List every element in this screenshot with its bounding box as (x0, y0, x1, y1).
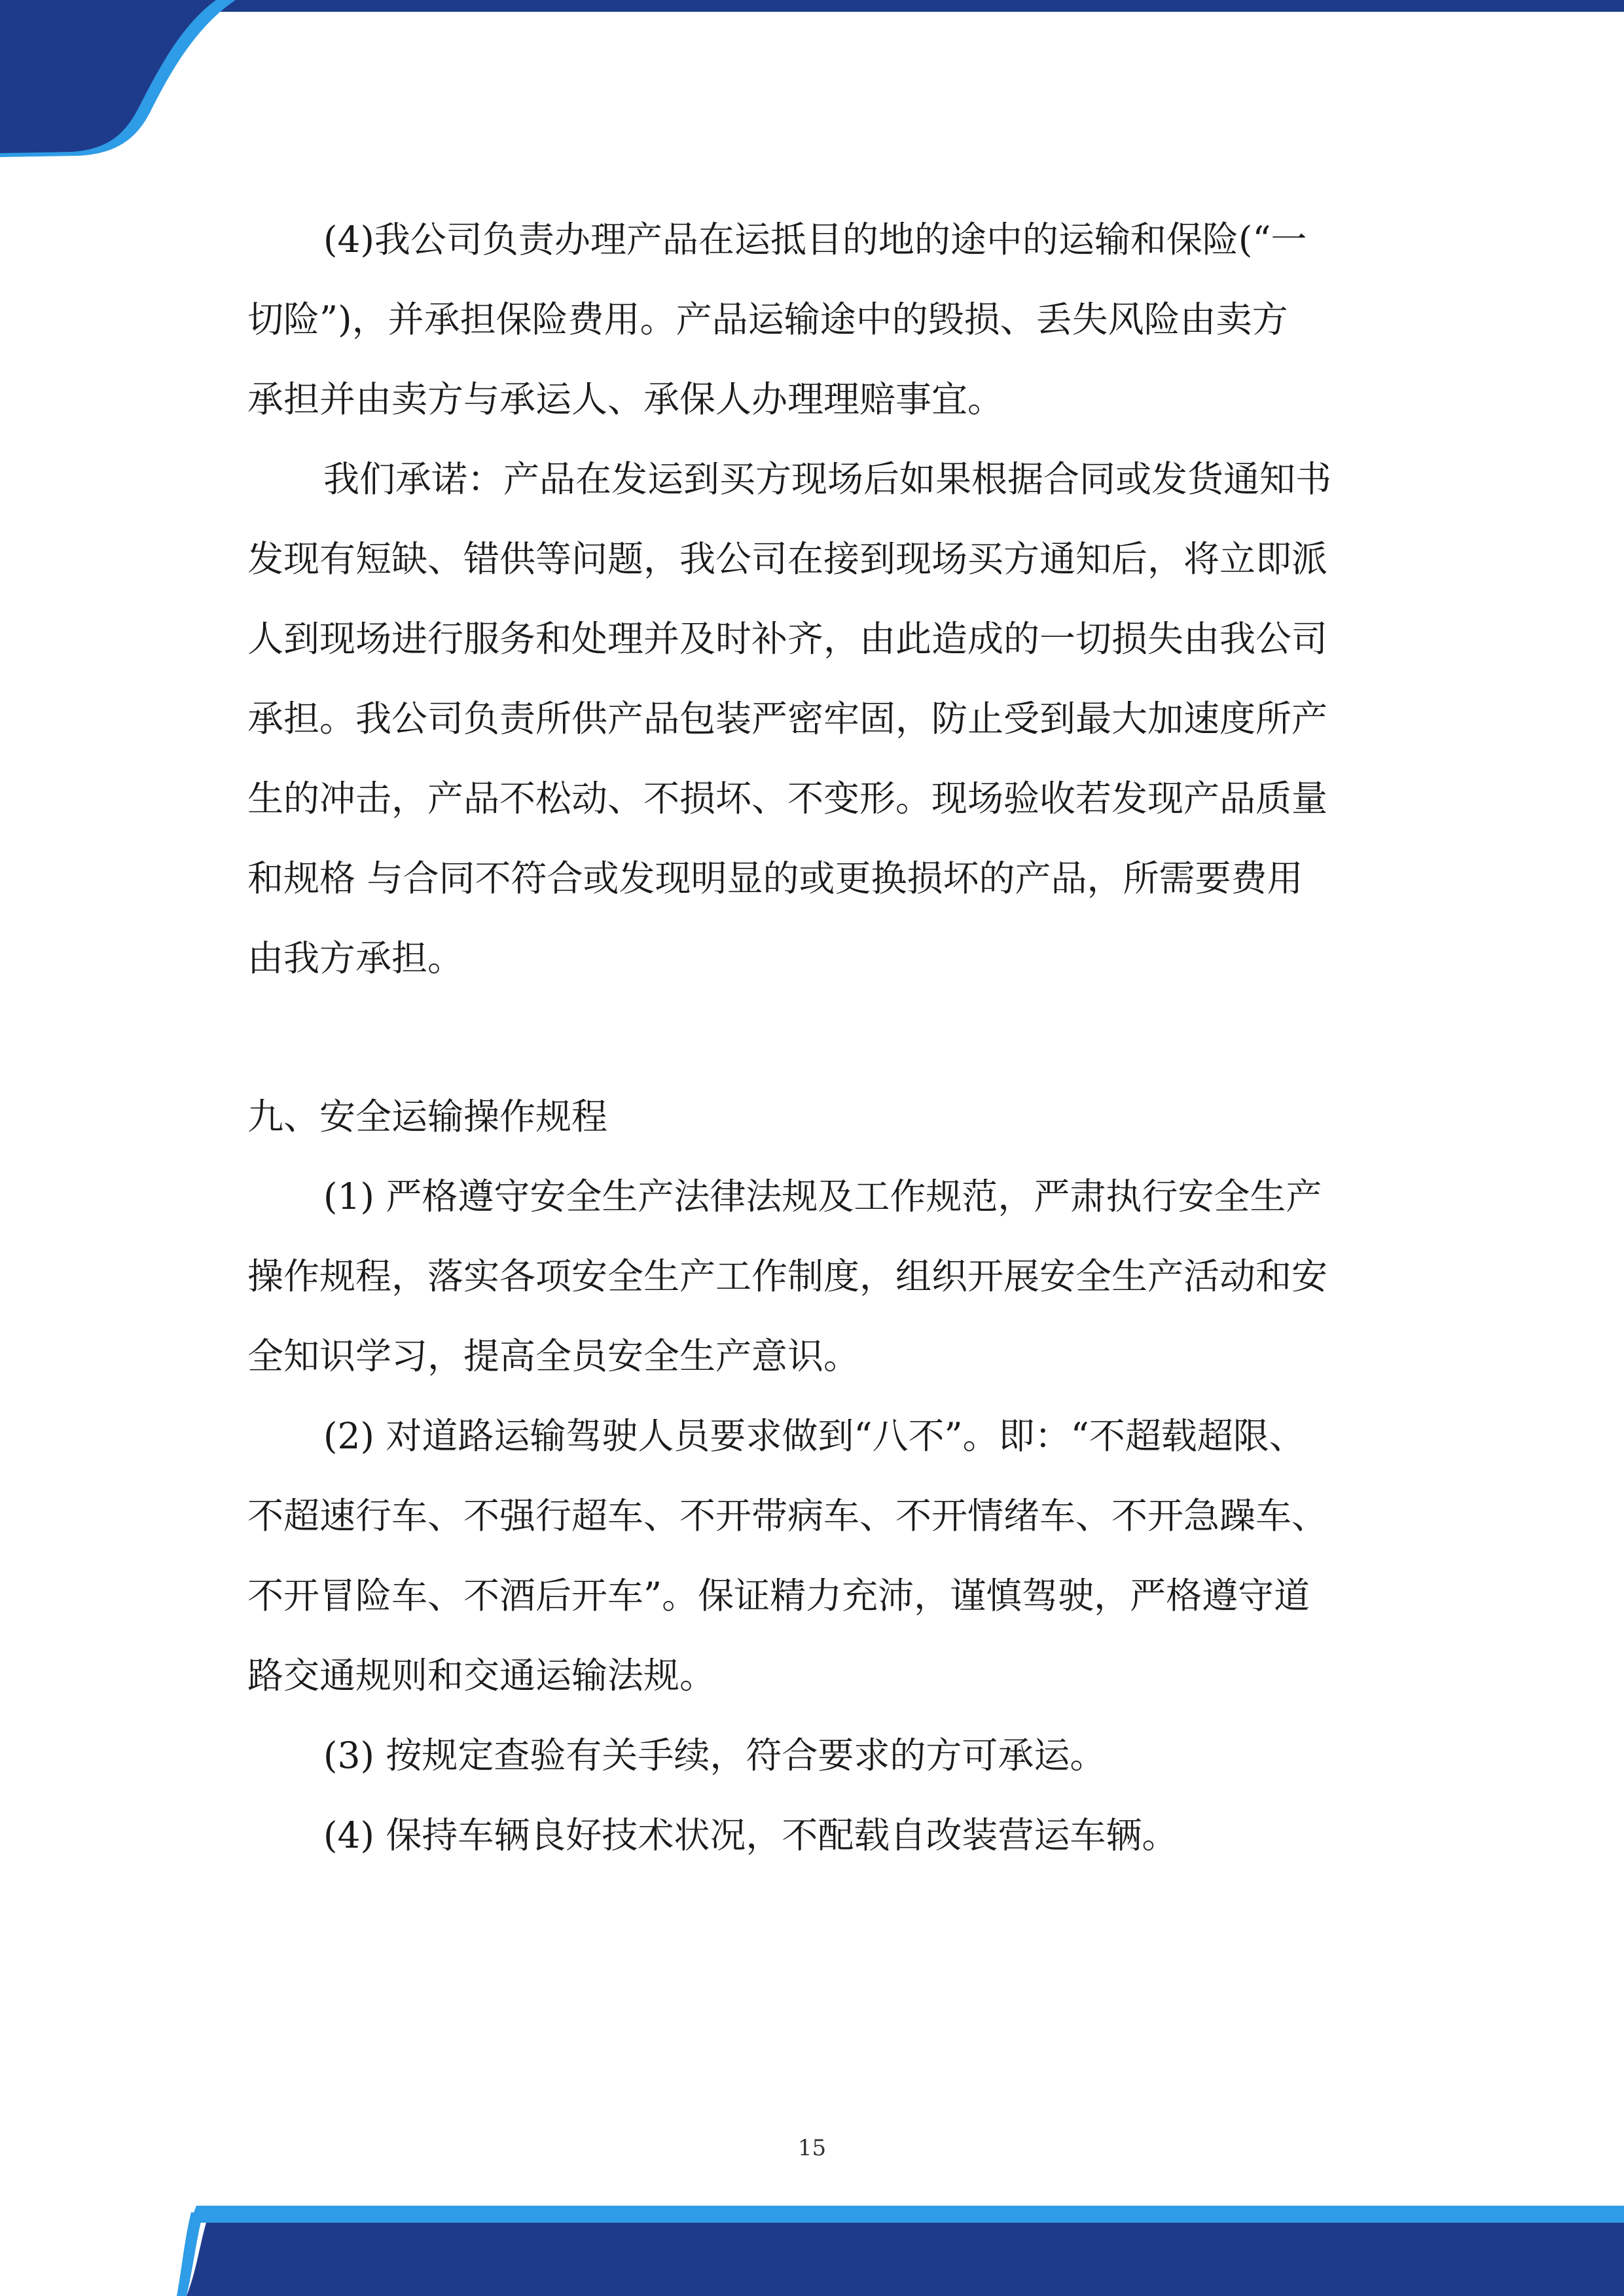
paragraph-line: 人到现场进行服务和处理并及时补齐，由此造成的一切损失由我公司 (247, 618, 1328, 660)
document-body (247, 200, 1379, 1875)
paragraph-line: 承担并由卖方与承运人、承保人办理理赔事宜。 (247, 378, 1004, 420)
paragraph-line: 我们承诺：产品在发运到买方现场后如果根据合同或发货通知书 (323, 458, 1332, 500)
paragraph-line: 和规格 与合同不符合或发现明显的或更换损坏的产品，所需要费用 (247, 857, 1303, 899)
paragraph-line: (4) 保持车辆良好技术状况，不配载自改装营运车辆。 (323, 1814, 1178, 1856)
paragraph-line: 全知识学习，提高全员安全生产意识。 (247, 1335, 860, 1377)
paragraph-line: 切险”)，并承担保险费用。产品运输途中的毁损、丢失风险由卖方 (247, 298, 1288, 340)
paragraph-line: 生的冲击，产品不松动、不损坏、不变形。现场验收若发现产品质量 (247, 778, 1328, 819)
paragraph-line: (3) 按规定查验有关手续，符合要求的方可承运。 (323, 1734, 1106, 1776)
paragraph-line: 发现有短缺、错供等问题，我公司在接到现场买方通知后，将立即派 (247, 538, 1328, 580)
paragraph-line: (4)我公司负责办理产品在运抵目的地的途中的运输和保险(“一 (323, 219, 1307, 260)
footer-decoration (0, 2206, 1624, 2296)
paragraph-line: 由我方承担。 (247, 937, 464, 979)
paragraph-line: 操作规程，落实各项安全生产工作制度，组织开展安全生产活动和安 (247, 1255, 1328, 1297)
section-spacer (247, 998, 1379, 1077)
paragraph-line: 不开冒险车、不酒后开车”。保证精力充沛，谨慎驾驶，严格遵守道 (247, 1575, 1310, 1617)
header-decoration (0, 0, 1624, 157)
section-heading: 九、安全运输操作规程 (247, 1096, 608, 1138)
paragraph-line: (1) 严格遵守安全生产法律法规及工作规范，严肃执行安全生产 (323, 1175, 1322, 1217)
paragraph-line: 路交通规则和交通运输法规。 (247, 1655, 716, 1696)
paragraph-line: (2) 对道路运输驾驶人员要求做到“八不”。即：“不超载超限、 (323, 1415, 1305, 1457)
paragraph-line: 承担。我公司负责所供产品包装严密牢固，防止受到最大加速度所产 (247, 698, 1328, 740)
page-number: 15 (797, 2135, 827, 2161)
paragraph-line: 不超速行车、不强行超车、不开带病车、不开情绪车、不开急躁车、 (247, 1495, 1328, 1537)
